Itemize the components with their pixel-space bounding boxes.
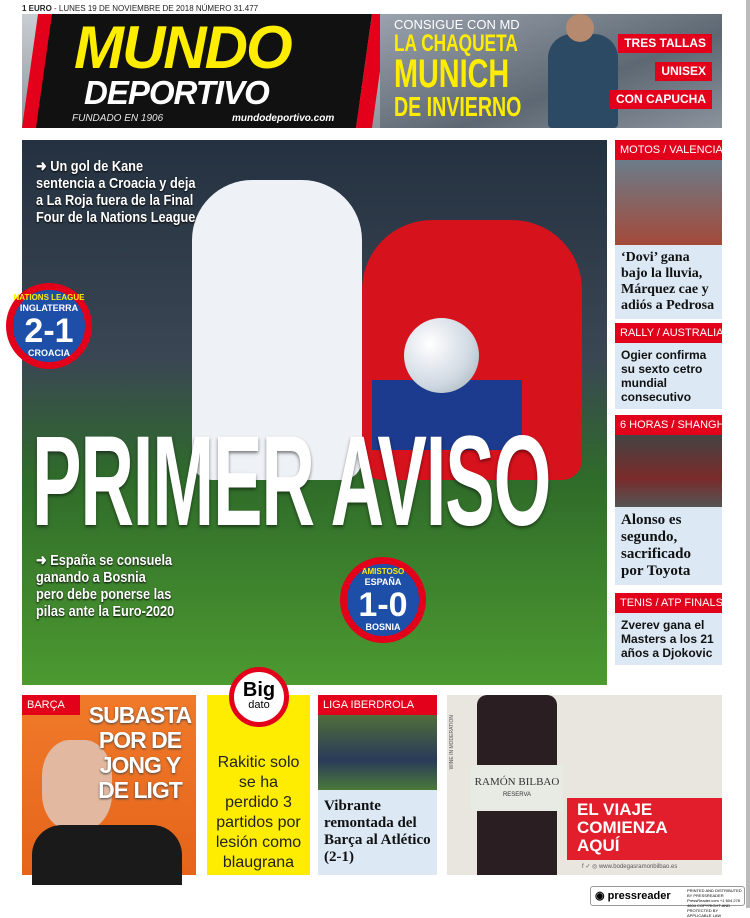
issue-info: 1 EURO - LUNES 19 DE NOVIEMBRE DE 2018 NÚMERO 31.477 [22, 4, 259, 13]
story-text: Ogier confirma su sexto cetro mundial consecutivo [615, 343, 722, 409]
lead-headline[interactable]: PRIMER AVISO [32, 410, 551, 553]
jacket-image [548, 34, 618, 128]
score-badge-friendly: AMISTOSO ESPAÑA 1-0 BOSNIA [340, 557, 426, 643]
motogp-photo [615, 160, 722, 245]
lead-summary-top: ➜ Un gol de Kane sentencia a Croacia y deja a La Roja fuera de la Final Four de la Nations League [36, 158, 196, 226]
site-url[interactable]: mundodeportivo.com [232, 113, 335, 124]
pressreader-logo: ◉ pressreader [595, 890, 671, 902]
big-dato-logo: Big dato [229, 667, 289, 727]
jacket-shape [32, 825, 182, 885]
section-label: TENIS / ATP FINALS [615, 593, 722, 613]
toyota-car-photo [615, 435, 722, 507]
section-label: 6 HORAS / SHANGHAI [615, 415, 722, 435]
score-badge-nations-league: NATIONS LEAGUE INGLATERRA 2-1 CROACIA [6, 283, 92, 369]
barca-headline: SUBASTA POR DE JONG Y DE LIGT [88, 702, 192, 803]
promo-line1: LA CHAQUETA [394, 30, 518, 57]
moderation-text: WINE IN MODERATION [449, 715, 455, 770]
ad-slogan: EL VIAJE COMIENZA AQUÍ [567, 798, 722, 860]
story-text: Alonso es segundo, sacrificado por Toyota [615, 507, 722, 585]
team-celebration-photo [318, 715, 437, 790]
big-dato-text: Rakitic solo se ha perdido 3 partidos por lesión como blaugrana [215, 754, 302, 871]
lead-story[interactable] [13, 140, 607, 685]
section-label: MOTOS / VALENCIA [615, 140, 722, 160]
story-text: ‘Dovi’ gana bajo la lluvia, Márquez cae y adiós a Pedrosa [615, 245, 722, 319]
story-text: Vibrante remontada del Barça al Atlético (2-1) [324, 798, 431, 865]
page-edge [746, 0, 750, 908]
liga-iberdrola-story[interactable] [318, 695, 437, 875]
promo-line3: DE INVIERNO [394, 91, 522, 122]
promo-tag: CON CAPUCHA [610, 90, 712, 109]
logo-mundo: MUNDO [74, 14, 291, 81]
lead-summary-bottom: ➜ España se consuela ganando a Bosnia pero debe ponerse las pilas ante la Euro-2020 [36, 552, 175, 620]
ad-url[interactable]: f ✓ ◎ www.bodegasramonbilbao.es [582, 864, 678, 870]
bottle-label: RAMÓN BILBAO RESERVA [471, 765, 563, 811]
sidebar [615, 140, 735, 665]
promo-line2: MUNICH [394, 52, 510, 96]
barca-story[interactable] [22, 695, 196, 875]
section-label: BARÇA [22, 695, 80, 715]
founded-text: FUNDADO EN 1906 [72, 113, 164, 124]
sidebar-item-rally[interactable] [615, 323, 722, 409]
masthead-logo[interactable] [22, 14, 380, 128]
promo-tag: TRES TALLAS [618, 34, 712, 53]
sidebar-item-tenis[interactable] [615, 593, 722, 665]
story-text: Zverev gana el Masters a los 21 años a Djokovic [615, 613, 722, 665]
section-label: RALLY / AUSTRALIA [615, 323, 722, 343]
sidebar-item-motos[interactable] [615, 140, 722, 319]
ramon-bilbao-ad[interactable] [447, 695, 722, 875]
promo-tag: UNISEX [655, 62, 712, 81]
ball-image [404, 318, 479, 393]
sidebar-item-wec[interactable] [615, 415, 735, 585]
jacket-promo[interactable] [380, 14, 722, 128]
section-label: LIGA IBERDROLA [318, 695, 437, 715]
pressreader-badge[interactable] [590, 886, 745, 918]
model-head [566, 14, 594, 42]
logo-deportivo: DEPORTIVO [84, 74, 269, 111]
promo-kicker: CONSIGUE CON MD [394, 17, 520, 32]
pressreader-note: PRINTED AND DISTRIBUTED BY PRESSREADER PressReader.com +1 604 278 4604 COPYRIGHT AND PROTECTED BY APPLICABLE LAW [687, 888, 742, 918]
big-dato-box[interactable] [207, 679, 310, 875]
